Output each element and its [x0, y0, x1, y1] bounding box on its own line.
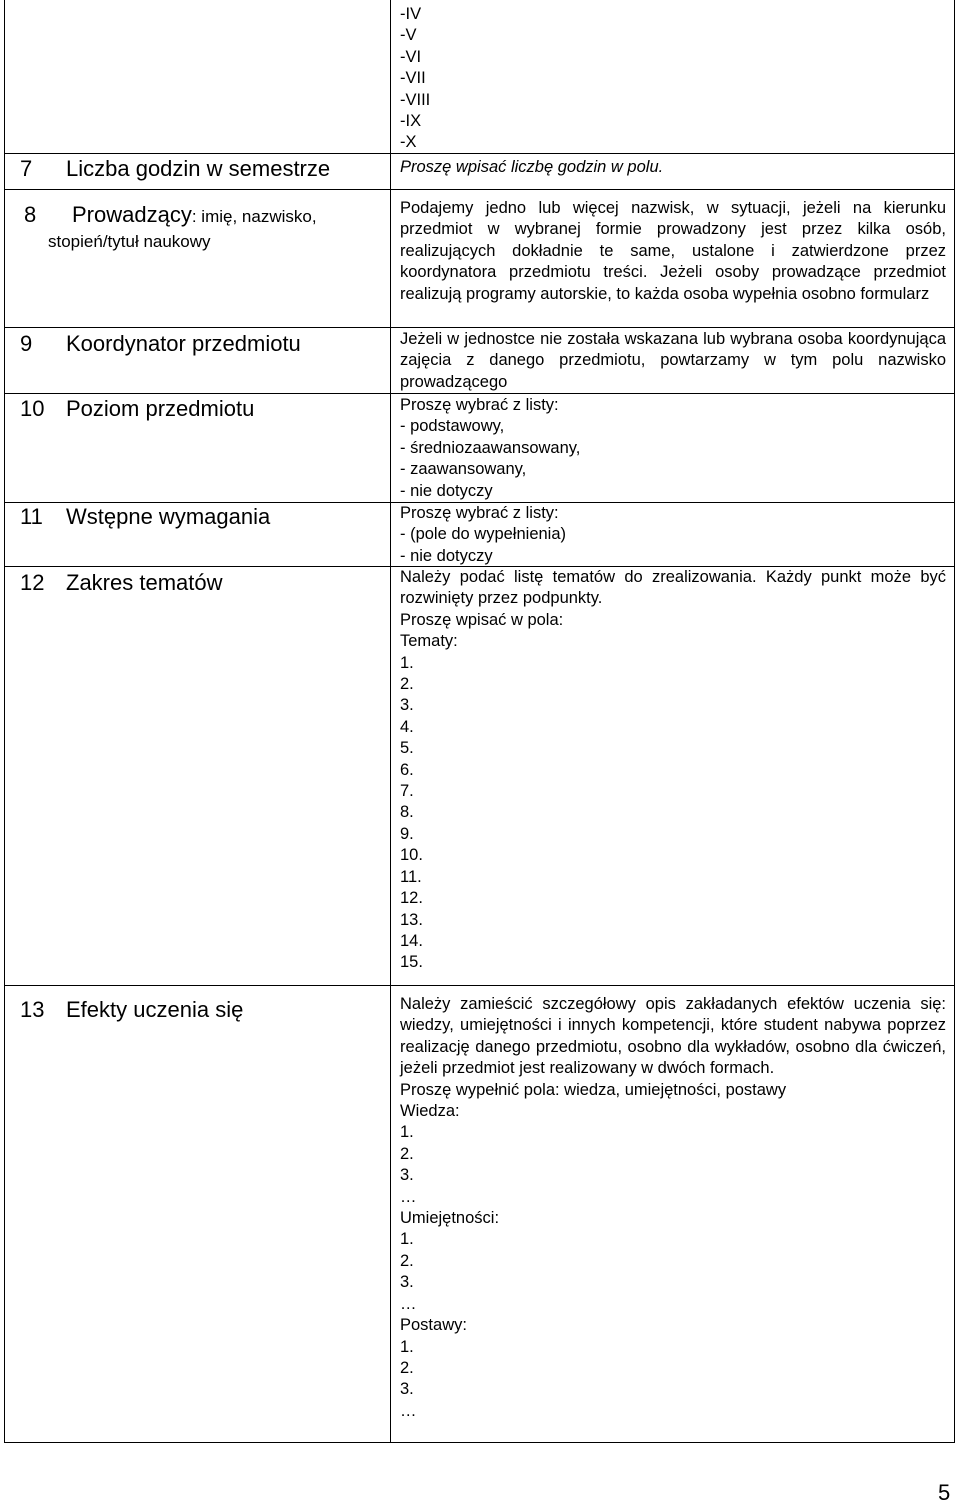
- row-number: 7: [20, 156, 33, 181]
- row-title: Koordynator przedmiotu: [66, 331, 301, 356]
- row-divider: [4, 327, 955, 328]
- attitudes-heading: Postawy:: [400, 1316, 467, 1335]
- topic-item: 9.: [400, 824, 414, 843]
- topic-item: 14.: [400, 931, 423, 950]
- row-number: 8: [24, 202, 37, 227]
- list-item: - nie dotyczy: [400, 481, 493, 500]
- row-8-label: [24, 202, 317, 254]
- outcome-item: 3.: [400, 1166, 414, 1185]
- instruction-text: Proszę wypełnić pola: wiedza, umiejętności, postawy: [400, 1080, 787, 1099]
- column-divider: [390, 0, 391, 1443]
- row-number: 13: [20, 997, 45, 1022]
- topic-item: 10.: [400, 846, 423, 865]
- row-10-content: [400, 395, 946, 502]
- list-item: - zaawansowany,: [400, 460, 527, 479]
- row-title: Efekty uczenia się: [66, 997, 244, 1022]
- row-12-content: [400, 567, 946, 974]
- row-title-line2: stopień/tytuł naukowy: [48, 232, 211, 251]
- row-9-label: [0, 331, 301, 357]
- row-title: Poziom przedmiotu: [66, 396, 255, 421]
- topic-item: 13.: [400, 910, 423, 929]
- outcome-item: 2.: [400, 1251, 414, 1270]
- row-divider: [4, 985, 955, 986]
- topic-item: 11.: [400, 867, 422, 886]
- page-number: 5: [938, 1480, 951, 1505]
- skills-heading: Umiejętności:: [400, 1209, 500, 1228]
- row-title: Zakres tematów: [66, 570, 223, 595]
- row-7-label: [0, 156, 330, 182]
- instruction-text: Proszę wybrać z listy:: [400, 504, 559, 522]
- row-12-description: Należy podać listę tematów do zrealizowania. Każdy punkt może być rozwinięty przez podpunkty.: [400, 568, 946, 608]
- outcome-item: 3.: [400, 1273, 414, 1292]
- outcome-item: …: [400, 1187, 417, 1206]
- outcome-item: 2.: [400, 1144, 414, 1163]
- outcome-item: …: [400, 1294, 417, 1313]
- list-item: -V: [400, 26, 417, 45]
- list-item: -IX: [400, 112, 422, 131]
- list-item: - podstawowy,: [400, 417, 505, 436]
- topic-item: 1.: [400, 653, 414, 672]
- row-7-description: Proszę wpisać liczbę godzin w polu.: [400, 158, 664, 176]
- outcome-item: 2.: [400, 1358, 414, 1377]
- row-10-label: [0, 396, 254, 422]
- outcome-item: 1.: [400, 1337, 414, 1356]
- topics-heading: Tematy:: [400, 632, 458, 651]
- list-item: -VIII: [400, 90, 431, 109]
- knowledge-heading: Wiedza:: [400, 1102, 460, 1121]
- topic-item: 6.: [400, 760, 414, 779]
- topic-item: 5.: [400, 739, 414, 758]
- row-13-description: Należy zamieścić szczegółowy opis zakładanych efektów uczenia się: wiedzy, umiejętności i innych kompetencji, które student nabywa poprzez realizację danego przedmiotu, osobno dla wykładów, osobno dla ćwiczeń, jeżeli przedmiot jest realizowany w dwóch formach.: [400, 995, 946, 1078]
- list-item: -X: [400, 133, 417, 152]
- row-11-content: [400, 503, 946, 567]
- row-number: 11: [20, 504, 43, 529]
- list-item: -VII: [400, 69, 426, 88]
- list-item: - (pole do wypełnienia): [400, 525, 567, 544]
- row-title: Wstępne wymagania: [66, 504, 271, 529]
- row-11-label: [0, 504, 270, 530]
- outcome-item: 1.: [400, 1230, 414, 1249]
- row-divider: [4, 189, 955, 190]
- list-item: - średniozaawansowany,: [400, 438, 581, 457]
- row-number: 10: [20, 396, 45, 421]
- list-item: -VI: [400, 47, 422, 66]
- outcome-item: 1.: [400, 1123, 414, 1142]
- topic-item: 4.: [400, 717, 414, 736]
- instruction-text: Proszę wpisać w pola:: [400, 610, 564, 629]
- semester-list: [400, 4, 946, 154]
- row-title: Liczba godzin w semestrze: [66, 156, 331, 181]
- row-number: 9: [20, 331, 33, 356]
- list-item: - nie dotyczy: [400, 546, 493, 565]
- topic-item: 2.: [400, 675, 414, 694]
- outcome-item: …: [400, 1401, 417, 1420]
- row-13-content: [400, 994, 946, 1422]
- row-8-description: Podajemy jedno lub więcej nazwisk, w sytuacji, jeżeli na kierunku przedmiot w wybranej formie prowadzony jest przez kilka osób, realizujących dokładnie te same, ustalone i zatwierdzone przez koordynatora przedmiotu treści. Jeżeli osoby prowadzące przedmiot realizują programy autorskie, to każda osoba wypełnia osobno formularz: [400, 199, 946, 303]
- topic-item: 7.: [400, 782, 414, 801]
- row-title: Prowadzący: [72, 202, 192, 227]
- row-12-label: [0, 570, 223, 596]
- instruction-text: Proszę wybrać z listy:: [400, 396, 559, 414]
- row-title-suffix: : imię, nazwisko,: [191, 207, 317, 226]
- topic-item: 15.: [400, 953, 423, 972]
- list-item: -IV: [400, 5, 422, 23]
- topic-item: 3.: [400, 696, 414, 715]
- outcome-item: 3.: [400, 1380, 414, 1399]
- topic-item: 12.: [400, 889, 423, 908]
- row-9-description: Jeżeli w jednostce nie została wskazana lub wybrana osoba koordynująca zajęcia z danego przedmiotu, powtarzamy w tym polu nazwisko prowadzącego: [400, 330, 946, 391]
- row-number: 12: [20, 570, 45, 595]
- topic-item: 8.: [400, 803, 414, 822]
- row-13-label: [0, 997, 243, 1023]
